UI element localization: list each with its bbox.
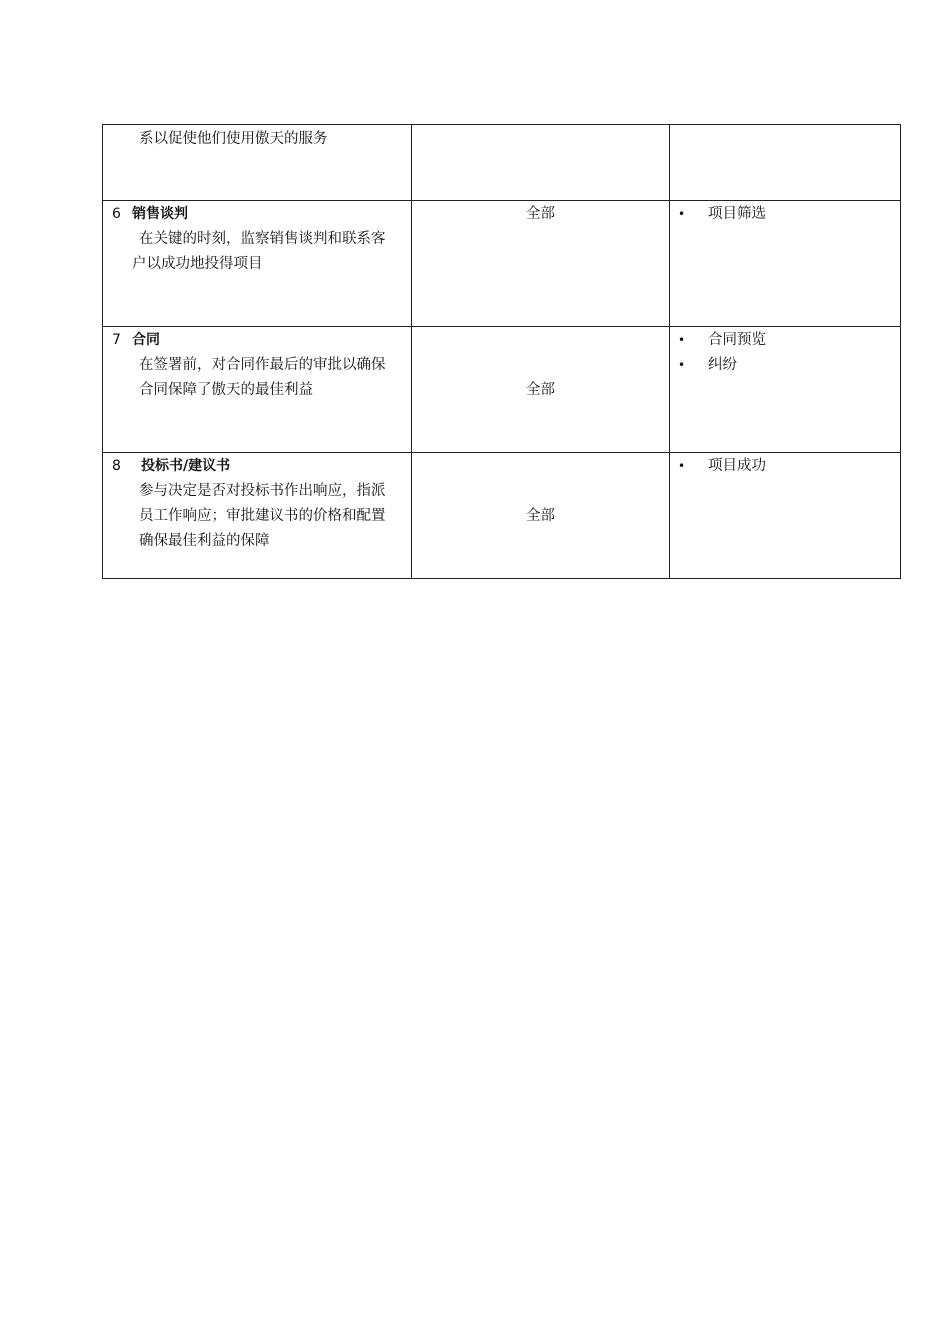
- item-number: 6: [112, 206, 121, 222]
- related-cell: [670, 125, 901, 201]
- item-heading: [103, 202, 411, 227]
- bullet-icon: •: [678, 333, 686, 347]
- item-description: 在签署前，对合同作最后的审批以确保合同保障了傲天的最佳利益: [139, 357, 386, 398]
- related-list: [670, 327, 900, 378]
- scope-value: 全部: [526, 382, 555, 398]
- bullet-icon: •: [678, 459, 686, 473]
- scope-cell: [412, 125, 670, 201]
- bullet-icon: •: [678, 207, 686, 221]
- responsibility-table: [102, 124, 901, 579]
- table-row: [103, 453, 901, 579]
- scope-value: 全部: [526, 508, 555, 524]
- item-description: 参与决定是否对投标书作出响应，指派员工作响应；审批建议书的价格和配置确保最佳利益的保障: [139, 483, 386, 549]
- related-label: 项目筛选: [708, 206, 766, 222]
- related-label: 项目成功: [708, 458, 766, 474]
- bullet-icon: •: [678, 358, 686, 372]
- list-item: [670, 353, 900, 378]
- item-cell: [103, 125, 412, 201]
- table-row: [103, 327, 901, 453]
- scope-cell: [412, 453, 670, 579]
- scope-value: 全部: [526, 206, 555, 222]
- related-cell: [670, 327, 901, 453]
- item-cell: [103, 453, 412, 579]
- item-heading: [103, 328, 411, 353]
- item-description: 系以促使他们使用傲天的服务: [139, 131, 328, 147]
- related-cell: [670, 201, 901, 327]
- list-item: [670, 454, 900, 479]
- table-row: [103, 201, 901, 327]
- scope-cell: [412, 327, 670, 453]
- item-number: 8: [112, 458, 121, 474]
- item-title: 合同: [132, 332, 160, 348]
- scope-cell: [412, 201, 670, 327]
- related-label: 纠纷: [708, 357, 737, 373]
- related-label: 合同预览: [708, 332, 766, 348]
- list-item: [670, 202, 900, 227]
- table-row: [103, 125, 901, 201]
- related-list: [670, 453, 900, 479]
- item-cell: [103, 327, 412, 453]
- item-cell: [103, 201, 412, 327]
- item-title: 投标书/建议书: [141, 458, 231, 474]
- item-title: 销售谈判: [132, 206, 188, 222]
- related-list: [670, 201, 900, 227]
- list-item: [670, 328, 900, 353]
- item-number: 7: [112, 332, 121, 348]
- related-cell: [670, 453, 901, 579]
- item-heading: [103, 454, 411, 479]
- item-description: 在关键的时刻，监察销售谈判和联系客户以成功地投得项目: [132, 231, 386, 272]
